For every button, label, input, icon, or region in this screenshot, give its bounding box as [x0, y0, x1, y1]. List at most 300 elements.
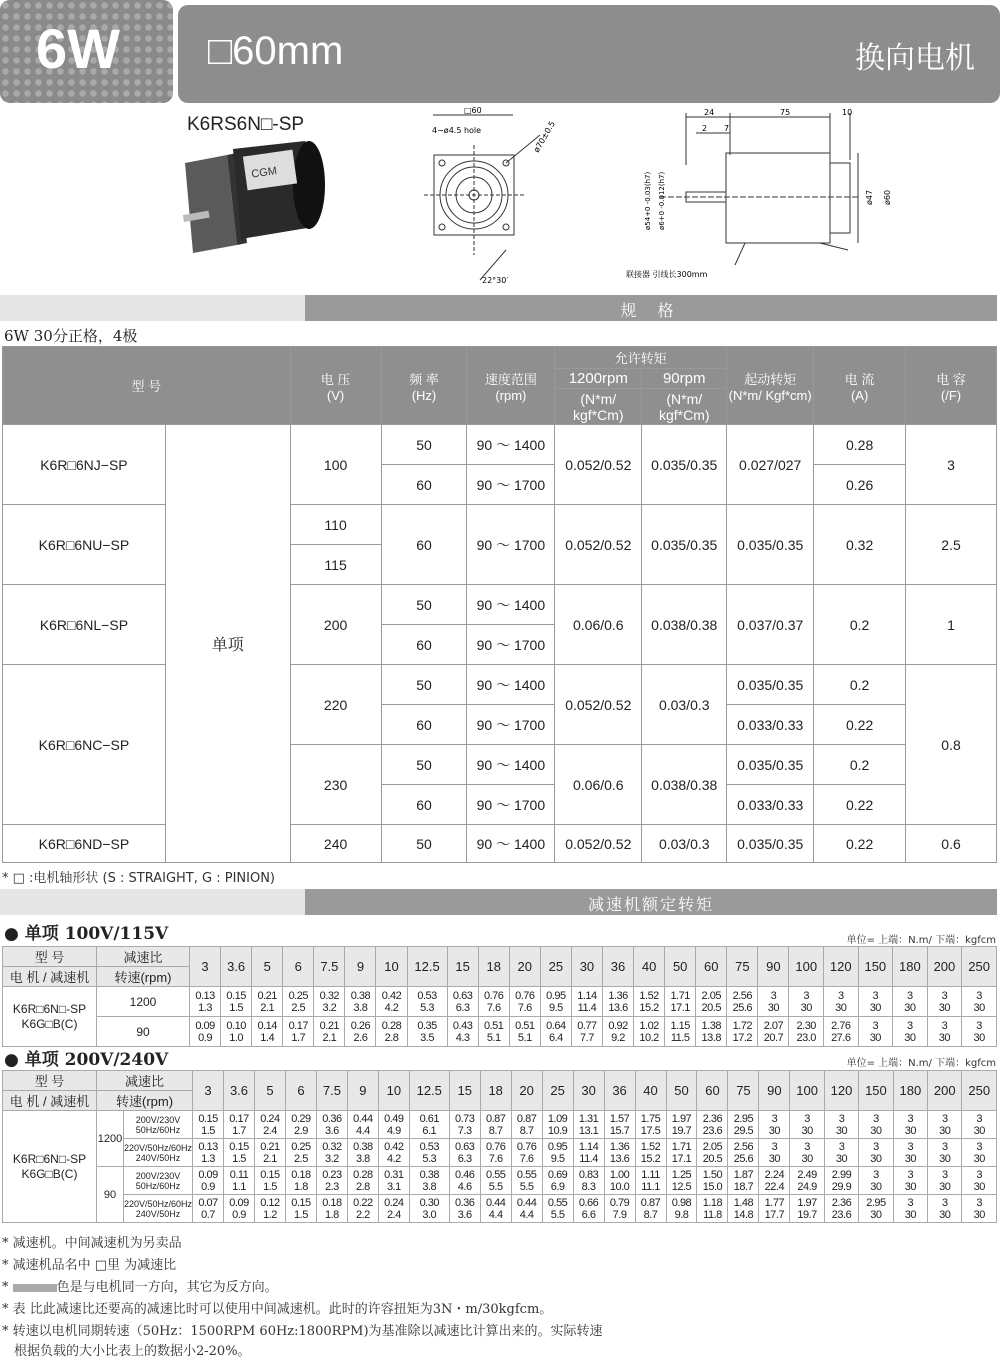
torque-cell: [697, 1195, 728, 1223]
torque-nm: 0.24: [384, 1196, 404, 1209]
torque-cell: [285, 1111, 316, 1139]
torque-kgfcm: 7.9: [612, 1208, 627, 1221]
model-nc: K6R□6NC−SP: [3, 665, 166, 825]
torque-nm: 1.52: [639, 989, 659, 1002]
torque-cell: [666, 1111, 697, 1139]
torque-nm: 0.95: [547, 1140, 568, 1153]
torque-kgfcm: 17.5: [640, 1124, 661, 1137]
ratio-header: 7.5: [316, 1071, 347, 1111]
torque-cell: [727, 987, 758, 1017]
torque-nm: 3: [941, 1196, 948, 1209]
torque-nm: 2.30: [796, 1019, 816, 1032]
freq-cell: 60: [381, 625, 467, 665]
torque-kgfcm: 18.7: [733, 1180, 754, 1193]
torque-cell: [696, 1017, 727, 1047]
torque-nm: 0.32: [319, 989, 340, 1002]
product-model: K6RS6N□-SP: [187, 114, 305, 135]
torque-nm: 1.15: [670, 1019, 690, 1032]
ratio-header: 36: [604, 1071, 635, 1111]
torque-nm: 0.49: [384, 1112, 404, 1125]
torque-cell: [859, 1167, 893, 1195]
freq-cell: 60: [381, 505, 467, 585]
g2-speed-90: 90: [97, 1167, 124, 1223]
side-shaft1: ø54+0 -0.03(h7): [644, 171, 652, 230]
ratio-header: 180: [893, 1071, 927, 1111]
freq-cell: 60: [381, 705, 467, 745]
torque-cell: [962, 1167, 997, 1195]
torque-nm: 2.05: [701, 989, 721, 1002]
torque-nm: 1.36: [608, 989, 628, 1002]
torque-cell: [893, 987, 928, 1017]
torque-cell: [345, 987, 376, 1017]
torque-kgfcm: 2.1: [260, 1001, 275, 1014]
spec-section-bar: [0, 295, 997, 321]
torque-kgfcm: 30: [835, 1124, 848, 1137]
torque-kgfcm: 11.4: [579, 1152, 598, 1165]
voltage-cell: 110: [290, 505, 381, 545]
ratio-header: 18: [478, 947, 509, 987]
torque-kgfcm: 2.1: [322, 1031, 337, 1044]
torque-kgfcm: 0.9: [201, 1180, 215, 1193]
current-cell: 0.28: [814, 425, 906, 465]
torque-cell: [540, 1017, 571, 1047]
torque-kgfcm: 13.6: [608, 1001, 628, 1014]
ratio-header: 75: [728, 1071, 759, 1111]
torque-kgfcm: 2.4: [263, 1124, 277, 1137]
torque-kgfcm: 14.8: [733, 1208, 754, 1221]
torque-cell: [285, 1195, 316, 1223]
torque-kgfcm: 8.7: [488, 1124, 503, 1137]
torque-kgfcm: 2.3: [325, 1180, 339, 1193]
torque-cell: [283, 1017, 314, 1047]
t90-cell: 0.03/0.3: [642, 825, 727, 863]
torque-cell: [858, 987, 893, 1017]
start-cell: 0.035/0.35: [727, 505, 814, 585]
torque-kgfcm: 30: [939, 1124, 951, 1137]
torque-cell: [314, 987, 345, 1017]
g2-speed-1200: 1200: [97, 1111, 124, 1167]
group1-title: ● 单项 100V/115V: [4, 924, 169, 944]
torque-nm: 1.31: [578, 1112, 599, 1125]
t1200-cell: 0.052/0.52: [555, 825, 642, 863]
torque-kgfcm: 3.8: [422, 1180, 437, 1193]
torque-nm: 1.38: [701, 1019, 721, 1032]
torque-cell: [345, 1017, 376, 1047]
torque-cell: [824, 1111, 858, 1139]
torque-cell: [224, 1111, 255, 1139]
speed-cell: 90 ～ 1700: [467, 705, 555, 745]
torque-cell: [928, 1195, 962, 1223]
ratio-header: 30: [571, 947, 602, 987]
front-circle: ø70±0.5: [531, 119, 557, 154]
torque-nm: 0.53: [417, 989, 437, 1002]
torque-cell: [447, 987, 478, 1017]
ratio-header: 12.5: [407, 947, 447, 987]
side-d5: 7: [724, 124, 730, 133]
torque-cell: [573, 1111, 604, 1139]
torque-kgfcm: 30: [973, 1208, 985, 1221]
torque-cell: [790, 1139, 824, 1167]
torque-nm: 1.71: [670, 989, 690, 1002]
torque-cell: [789, 987, 824, 1017]
torque-kgfcm: 29.9: [831, 1180, 852, 1193]
current-cell: 0.2: [814, 745, 906, 785]
torque-kgfcm: 17.7: [764, 1208, 785, 1221]
torque-kgfcm: 23.6: [831, 1208, 852, 1221]
torque-nm: 0.76: [515, 989, 535, 1002]
torque-kgfcm: 6.3: [457, 1152, 472, 1165]
torque-kgfcm: 10.9: [547, 1124, 568, 1137]
torque-kgfcm: 23.0: [796, 1031, 816, 1044]
torque-kgfcm: 6.3: [455, 1001, 470, 1014]
torque-kgfcm: 7.6: [519, 1152, 534, 1165]
ratio-header: 120: [824, 947, 859, 987]
ratio-header: 90: [759, 1071, 790, 1111]
torque-kgfcm: 5.3: [422, 1152, 437, 1165]
torque-cell: [824, 1167, 858, 1195]
power-badge: [0, 0, 173, 103]
torque-nm: 1.97: [797, 1196, 817, 1209]
speed-cell: 90 ～ 1700: [467, 465, 555, 505]
torque-kgfcm: 30: [904, 1180, 916, 1193]
torque-cell: [254, 1167, 285, 1195]
frame-size: □60mm: [208, 29, 344, 73]
torque-cell: [758, 1017, 789, 1047]
footnote-6: 根据负载的大小比表上的数据小2-20%。: [14, 1344, 251, 1359]
torque-nm: 2.24: [764, 1168, 785, 1181]
torque-nm: 1.09: [547, 1112, 568, 1125]
torque-nm: 3: [838, 1140, 845, 1153]
torque-cell: [571, 1017, 602, 1047]
title-bar: [178, 5, 1000, 103]
torque-nm: 0.46: [454, 1168, 475, 1181]
torque-nm: 0.51: [484, 1019, 504, 1032]
torque-nm: 0.15: [229, 1140, 249, 1153]
h-t1200: 1200rpm: [555, 369, 642, 389]
torque-cell: [347, 1167, 378, 1195]
ratio-header: 30: [573, 1071, 604, 1111]
freq-cell: 50: [381, 665, 467, 705]
torque-cell: [893, 1017, 928, 1047]
t90-cell: 0.038/0.38: [642, 745, 727, 825]
torque-kgfcm: 4.4: [355, 1124, 370, 1137]
torque-kgfcm: 11.4: [577, 1001, 597, 1014]
torque-cell: [193, 1167, 224, 1195]
torque-cell: [697, 1111, 728, 1139]
ratio-header: 3: [190, 947, 221, 987]
torque-kgfcm: 3.5: [420, 1031, 434, 1044]
torque-kgfcm: 25.6: [733, 1152, 754, 1165]
footnote-4: * 表 比此减速比还要高的减速比时可以使用中间减速机。此时的许容扭矩为3N・m/30kgfcm。: [2, 1302, 553, 1317]
ratio-header: 250: [962, 947, 997, 987]
torque-kgfcm: 2.5: [294, 1152, 308, 1165]
side-d2: 75: [780, 108, 791, 117]
torque-cell: [859, 1195, 893, 1223]
torque-nm: 0.12: [260, 1196, 280, 1209]
cap-cell: 1: [906, 585, 997, 665]
torque-nm: 0.35: [417, 1019, 437, 1032]
torque-nm: 1.36: [609, 1140, 630, 1153]
torque-nm: 3: [872, 989, 879, 1002]
g2-h-motor: 电 机 / 减速机: [3, 1091, 97, 1111]
g2-h-speed: 转速(rpm): [97, 1091, 193, 1111]
start-cell: 0.035/0.35: [727, 825, 814, 863]
ratio-header: 50: [665, 947, 696, 987]
ratio-header: 250: [962, 1071, 997, 1111]
ratio-header: 9: [345, 947, 376, 987]
torque-nm: 0.77: [577, 1019, 597, 1032]
ratio-header: 150: [859, 1071, 893, 1111]
torque-kgfcm: 1.0: [229, 1031, 244, 1044]
torque-nm: 3: [771, 1112, 778, 1125]
t1200-cell: 0.052/0.52: [555, 425, 642, 505]
ratio-header: 40: [634, 947, 665, 987]
torque-cell: [573, 1167, 604, 1195]
torque-kgfcm: 5.5: [488, 1180, 503, 1193]
torque-cell: [314, 1017, 345, 1047]
torque-kgfcm: 1.4: [260, 1031, 275, 1044]
torque-nm: 0.55: [516, 1168, 537, 1181]
speed-cell: 90 ～ 1400: [467, 825, 555, 863]
torque-cell: [376, 987, 407, 1017]
torque-nm: 0.98: [671, 1196, 692, 1209]
h-current: 电 流 (A): [814, 347, 906, 425]
torque-cell: [347, 1195, 378, 1223]
torque-cell: [252, 1017, 283, 1047]
torque-kgfcm: 13.1: [578, 1124, 599, 1137]
torque-cell: [316, 1111, 347, 1139]
torque-kgfcm: 7.6: [488, 1152, 503, 1165]
torque-kgfcm: 30: [938, 1001, 951, 1014]
torque-kgfcm: 20.5: [702, 1152, 723, 1165]
torque-kgfcm: 4.3: [455, 1031, 470, 1044]
torque-cell: [635, 1139, 666, 1167]
torque-kgfcm: 3.1: [386, 1180, 401, 1193]
torque-cell: [604, 1111, 635, 1139]
g1-h-ratio: 减速比: [97, 947, 190, 967]
front-view-drawing: [420, 105, 600, 290]
torque-kgfcm: 8.3: [581, 1180, 596, 1193]
ratio-header: 150: [858, 947, 893, 987]
torque-kgfcm: 1.8: [325, 1208, 339, 1221]
torque-cell: [728, 1195, 759, 1223]
torque-kgfcm: 4.6: [457, 1180, 472, 1193]
torque-nm: 0.26: [350, 1019, 371, 1032]
torque-kgfcm: 2.1: [263, 1152, 277, 1165]
torque-cell: [666, 1167, 697, 1195]
torque-kgfcm: 30: [939, 1180, 951, 1193]
torque-nm: 0.28: [353, 1168, 373, 1181]
torque-nm: 0.13: [198, 1140, 218, 1153]
torque-nm: 0.76: [484, 989, 504, 1002]
torque-cell: [635, 1195, 666, 1223]
torque-cell: [224, 1195, 255, 1223]
speed-cell: 90 ～ 1700: [467, 625, 555, 665]
footnote-3: [2, 1276, 278, 1295]
spec-section-title: 规 格: [620, 301, 682, 320]
torque-cell: [509, 987, 540, 1017]
torque-kgfcm: 30: [939, 1152, 951, 1165]
side-d1: 24: [704, 108, 715, 117]
torque-cell: [449, 1195, 480, 1223]
torque-cell: [634, 987, 665, 1017]
torque-cell: [665, 1017, 696, 1047]
torque-cell: [697, 1167, 728, 1195]
g2-model: K6R□6N□-SP K6G□B(C): [3, 1111, 97, 1223]
model-nl: K6R□6NL−SP: [3, 585, 166, 665]
current-cell: 0.22: [814, 705, 906, 745]
torque-cell: [221, 987, 252, 1017]
torque-cell: [824, 987, 859, 1017]
current-cell: 0.32: [814, 505, 906, 585]
torque-kgfcm: 30: [870, 1208, 882, 1221]
torque-kgfcm: 12.5: [671, 1180, 692, 1193]
torque-kgfcm: 24.9: [797, 1180, 817, 1193]
torque-nm: 0.63: [452, 989, 473, 1002]
torque-cell: [316, 1167, 347, 1195]
torque-kgfcm: 30: [801, 1124, 813, 1137]
voltage-cell: 100: [290, 425, 381, 505]
ratio-header: 15: [449, 1071, 480, 1111]
torque-cell: [542, 1111, 573, 1139]
torque-cell: [696, 987, 727, 1017]
torque-nm: 0.21: [260, 1140, 280, 1153]
torque-kgfcm: 5.5: [519, 1180, 534, 1193]
torque-cell: [190, 1017, 221, 1047]
grey-swatch: [13, 1284, 57, 1292]
torque-nm: 1.71: [671, 1140, 692, 1153]
torque-kgfcm: 1.2: [263, 1208, 277, 1221]
torque-kgfcm: 30: [973, 1180, 985, 1193]
torque-kgfcm: 19.7: [797, 1208, 817, 1221]
ratio-header: 100: [789, 947, 824, 987]
torque-nm: 2.56: [732, 989, 753, 1002]
footnote-2: * 减速机品名中 □里 为减速比: [2, 1258, 177, 1273]
h-t90: 90rpm: [642, 369, 727, 389]
torque-nm: 3: [873, 1140, 879, 1153]
torque-kgfcm: 0.7: [201, 1208, 215, 1221]
torque-nm: 0.24: [260, 1112, 280, 1125]
torque-cell: [962, 987, 997, 1017]
ratio-header: 60: [697, 1071, 728, 1111]
torque-nm: 0.31: [384, 1168, 404, 1181]
ratio-header: 90: [758, 947, 789, 987]
start-cell: 0.037/0.37: [727, 585, 814, 665]
torque-cell: [573, 1195, 604, 1223]
torque-nm: 0.18: [291, 1168, 311, 1181]
torque-kgfcm: 1.5: [232, 1152, 246, 1165]
torque-nm: 0.53: [419, 1140, 439, 1153]
torque-cell: [571, 987, 602, 1017]
torque-nm: 3: [771, 1140, 778, 1153]
torque-nm: 3: [907, 989, 913, 1002]
torque-cell: [190, 987, 221, 1017]
start-cell: 0.035/0.35: [727, 665, 814, 705]
torque-kgfcm: 30: [973, 1152, 985, 1165]
torque-nm: 0.38: [419, 1168, 439, 1181]
torque-kgfcm: 3.6: [325, 1124, 339, 1137]
torque-cell: [378, 1167, 409, 1195]
ratio-header: 5: [254, 1071, 285, 1111]
torque-kgfcm: 2.5: [291, 1001, 306, 1014]
t90-cell: 0.035/0.35: [642, 425, 727, 505]
gear-section-bar: [0, 889, 997, 915]
torque-nm: 0.09: [198, 1168, 218, 1181]
torque-cell: [728, 1139, 759, 1167]
torque-nm: 3: [976, 1196, 983, 1209]
speed-cell: 90 ～ 1400: [467, 585, 555, 625]
torque-kgfcm: 4.9: [386, 1124, 401, 1137]
torque-cell: [790, 1195, 824, 1223]
torque-kgfcm: 3.8: [355, 1152, 370, 1165]
torque-nm: 0.07: [198, 1196, 218, 1209]
torque-kgfcm: 30: [767, 1001, 780, 1014]
torque-kgfcm: 17.2: [732, 1031, 753, 1044]
torque-nm: 3: [941, 1112, 948, 1125]
g2-h-model: 型 号: [3, 1071, 97, 1091]
torque-cell: [858, 1017, 893, 1047]
torque-cell: [604, 1139, 635, 1167]
torque-kgfcm: 2.8: [355, 1180, 370, 1193]
torque-cell: [511, 1167, 542, 1195]
freq-cell: 60: [381, 465, 467, 505]
torque-nm: 1.48: [733, 1196, 754, 1209]
torque-nm: 0.09: [229, 1196, 249, 1209]
ratio-header: 20: [509, 947, 540, 987]
speed-cell: 90 ～ 1400: [467, 745, 555, 785]
torque-nm: 1.97: [671, 1112, 692, 1125]
ratio-header: 9: [347, 1071, 378, 1111]
torque-kgfcm: 11.8: [703, 1208, 722, 1221]
torque-cell: [378, 1111, 409, 1139]
torque-nm: 0.38: [353, 1140, 373, 1153]
ratio-header: 6: [283, 947, 314, 987]
torque-cell: [759, 1195, 790, 1223]
h-speed: 速度范围 (rpm): [467, 347, 555, 425]
torque-cell: [542, 1167, 573, 1195]
torque-kgfcm: 19.7: [671, 1124, 692, 1137]
torque-nm: 0.44: [516, 1196, 537, 1209]
torque-cell: [480, 1195, 511, 1223]
ratio-header: 75: [727, 947, 758, 987]
torque-kgfcm: 30: [973, 1001, 985, 1014]
ratio-header: 200: [928, 1071, 962, 1111]
torque-kgfcm: 10.0: [609, 1180, 630, 1193]
torque-cell: [478, 1017, 509, 1047]
torque-nm: 0.43: [452, 1019, 473, 1032]
torque-nm: 0.14: [257, 1019, 277, 1032]
torque-nm: 0.79: [609, 1196, 630, 1209]
spec-note: * □ :电机轴形状 (S : STRAIGHT, G : PINION): [2, 871, 275, 886]
torque-kgfcm: 9.8: [674, 1208, 689, 1221]
torque-kgfcm: 5.3: [420, 1001, 434, 1014]
torque-nm: 1.02: [639, 1019, 659, 1032]
torque-kgfcm: 1.5: [201, 1124, 215, 1137]
ratio-header: 5: [252, 947, 283, 987]
torque-nm: 3: [873, 1168, 879, 1181]
torque-nm: 1.52: [640, 1140, 661, 1153]
torque-kgfcm: 30: [768, 1152, 781, 1165]
torque-kgfcm: 11.5: [670, 1031, 690, 1044]
torque-kgfcm: 1.5: [229, 1001, 244, 1014]
motor-type: 换向电机: [855, 41, 975, 76]
torque-nm: 1.57: [609, 1112, 630, 1125]
torque-kgfcm: 4.2: [386, 1152, 401, 1165]
torque-nm: 3: [907, 1168, 914, 1181]
front-dim-top: □60: [464, 106, 482, 115]
t90-cell: 0.038/0.38: [642, 585, 727, 665]
phase: 单项: [165, 425, 290, 863]
